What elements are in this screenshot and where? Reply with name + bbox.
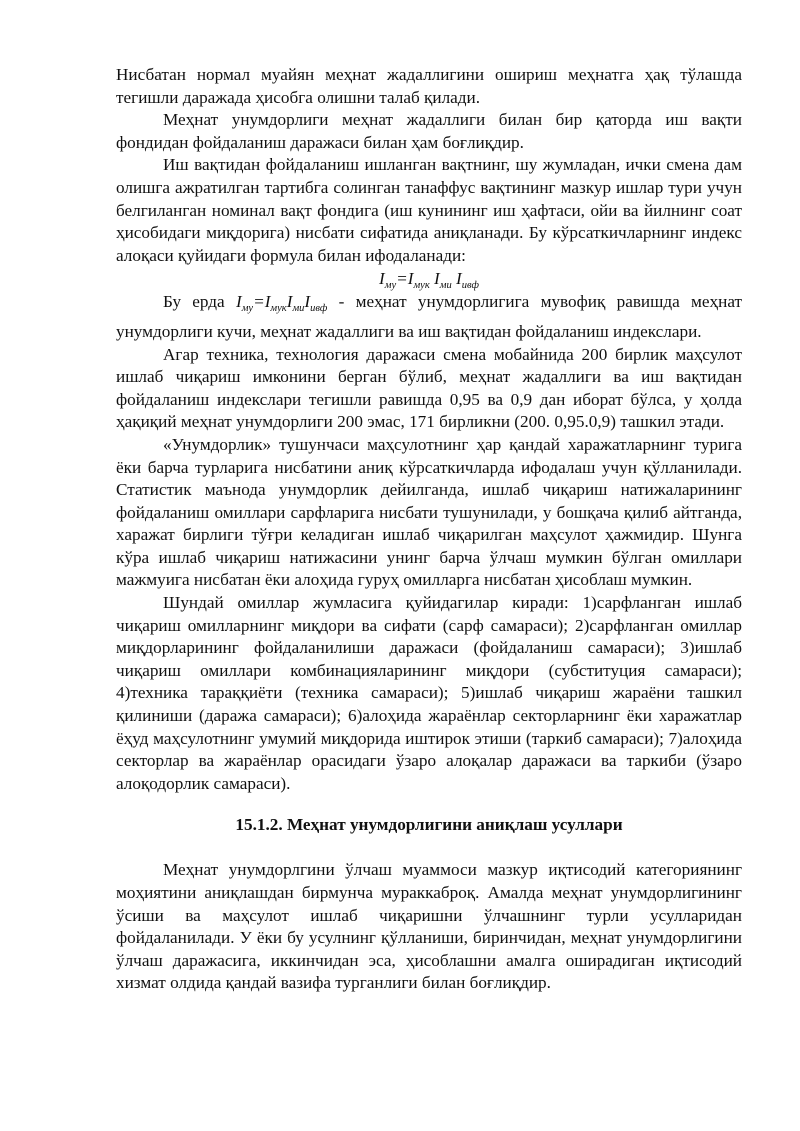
section-heading: 15.1.2. Меҳнат унумдорлигини аниқлаш усуллари [235, 815, 623, 835]
formula-symbol: I [304, 292, 311, 312]
formula-symbol: I [379, 269, 385, 289]
paragraph: Меҳнат унумдорлгини ўлчаш муаммоси мазкур иқтисодий категориянинг моҳиятини аниқлашдан бирмунча мураккаброқ. Амалда меҳнат унумдорлигининг ўсиши ва маҳсулот ишлаб чиқаришни ўлчашнинг турли усулларидан фойдаланилади. У ёки бу усулнинг қўлланиши, биринчидан, меҳнат унумдорлигини ўлчаш даражасига, иккинчидан эса, ҳисоблашни амалга оширадиган иқтисодий хизмат олдида қандай вазифа турганлиги билан боғлиқдир. [116, 860, 742, 993]
paragraph: Иш вақтидан фойдаланиш ишланган вақтнинг, шу жумладан, ички смена дам олишга ажратилган тартибга солинган танаффус вақтининг мазкур ишлар тури учун белгиланган номинал вақт фондига (иш кунининг иш ҳафтаси, ойи ва йилнинг соат ҳисобидаги миқдорига) нисбати сифатида аниқланади. Бу кўрсаткичларнинг индекс алоқаси қуйидаги формула билан ифодаланади: [116, 155, 742, 265]
formula-equals: = [253, 292, 265, 312]
explanation-lead: Бу ерда [163, 292, 225, 312]
document-page [116, 64, 742, 995]
formula-subscript: мук [413, 280, 430, 292]
paragraph: Агар техника, технология даражаси смена мобайнида 200 бирлик маҳсулот ишлаб чиқариш имконини берган бўлиб, меҳнат жадаллиги ва иш вақтидан фойдаланиш индекслари тегишли равишда 0,95 ва 0,9 дан иборат бўлса, у ҳолда ҳақиқий меҳнат унумдорлиги 200 эмас, 171 бирликни (200. 0,95.0,9) ташкил этади. [116, 344, 742, 432]
formula-equals: = [396, 269, 408, 289]
formula-subscript: ивф [310, 303, 328, 315]
formula-explanation [116, 291, 742, 343]
formula-subscript: мук [270, 303, 287, 315]
formula-symbol: I [264, 292, 271, 312]
formula-subscript: ивф [461, 280, 479, 292]
formula-subscript: му [241, 303, 254, 315]
formula-symbol: I [456, 269, 462, 289]
formula-symbol: I [407, 269, 414, 289]
formula-symbol: I [286, 292, 293, 312]
formula-subscript: ми [439, 280, 452, 292]
index-formula [116, 267, 742, 291]
formula-subscript: му [384, 280, 397, 292]
paragraph: Шундай омиллар жумласига қуйидагилар киради: 1)сарфланган ишлаб чиқариш омилларнинг миқдори ва сифати (сарф самараси); 2)сарфланган омиллар миқдорларининг фойдаланилиши даражаси (фойдаланиш самараси); 3)ишлаб чиқариш омиллари комбинацияларининг миқдори (субституция самараси); 4)техника тараққиёти (техника самараси); 5)ишлаб чиқариш жараёни ташкил қилиниши (даража самараси); 6)алоҳида жараёнлар секторларнинг ёки харажатлар ёҳуд маҳсулотнинг умумий миқдорида иштирок этиши (таркиб самараси); 7)алоҳида секторлар ва жараёнлар орасидаги ўзаро алоқалар даражаси ва таркиби (ўзаро алоқодорлик самараси). [116, 593, 742, 793]
inline-formula [235, 292, 328, 315]
paragraph: «Унумдорлик» тушунчаси маҳсулотнинг ҳар қандай харажатларнинг турига ёки барча турларига нисбатини аниқ кўрсаткичларда ифодалаш учун қўлланилади. Статистик маънода унумдорлик дейилганда, ишлаб чиқариш натижаларининг фойдаланиш омиллари сарфларига нисбати тушунилади, у бошқача қилиб айтганда, харажат бирлиги тўғри келадиган ишлаб чиқарилган маҳсулот ҳажмидир. Шунга кўра ишлаб чиқариш натижасини унинг барча ўлчаш мумкин бўлган омиллари мажмуига нисбатан ёки алоҳида гуруҳ омилларга нисбатан ҳисоблаш мумкин. [116, 434, 742, 590]
explanation-text: - меҳнат унумдорлигига мувофиқ равишда меҳнат унумдорлиги кучи, меҳнат жадаллиги ва иш вақтидан фойдаланиш индекслари. [116, 292, 743, 341]
paragraph: Меҳнат унумдорлиги меҳнат жадаллиги билан бир қаторда иш вақти фондидан фойдаланиш даражаси билан ҳам боғлиқдир. [116, 110, 742, 152]
formula-symbol: I [434, 269, 440, 289]
formula-symbol: I [235, 292, 242, 312]
paragraph: Нисбатан нормал муайян меҳнат жадаллигини ошириш меҳнатга ҳақ тўлашда тегишли даражада ҳисобга олишни талаб қилади. [116, 65, 742, 107]
formula-subscript: ми [292, 303, 305, 315]
